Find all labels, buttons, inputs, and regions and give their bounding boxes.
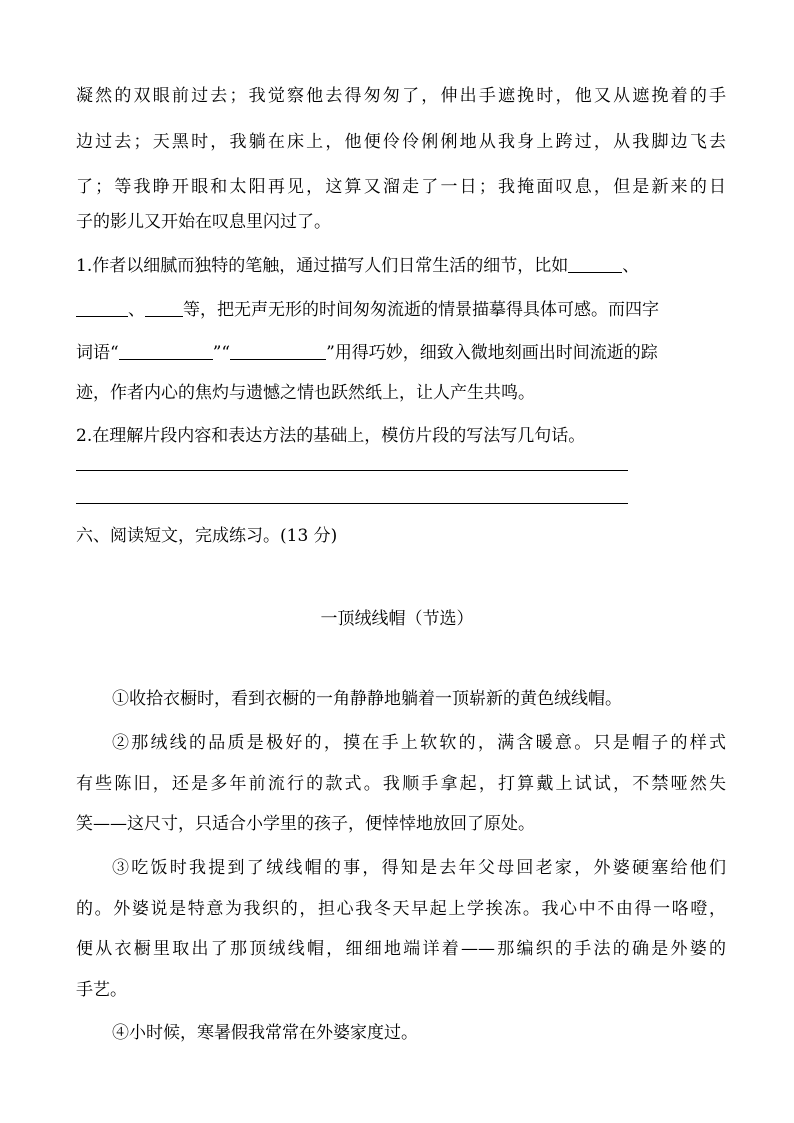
article-title: 一顶绒线帽（节选） (320, 609, 474, 629)
question-1-text: 用得巧妙，细致入微地刻画出时间流逝的踪 (334, 343, 658, 363)
paragraph-3-line: ③吃饭时我提到了绒线帽的事，得知是去年父母回老家，外婆硬塞给他们 (112, 858, 726, 878)
paragraph-2-line: ②那绒线的品质是极好的，摸在手上软软的，满含暖意。只是帽子的样式 (112, 733, 726, 753)
answer-blank[interactable] (568, 256, 622, 273)
paragraph-3-line: 便从衣橱里取出了那顶绒线帽，细细地端详着——那编织的手法的确是外婆的 (76, 939, 726, 959)
passage-line: 子的影儿又开始在叹息里闪过了。 (76, 212, 331, 232)
quote-mark: “ (221, 343, 231, 363)
question-1-line-3 (76, 341, 726, 365)
answer-writing-line[interactable] (76, 503, 628, 504)
question-1-line-1 (76, 254, 726, 278)
question-1-line-4: 迹，作者内心的焦灼与遗憾之情也跃然纸上，让人产生共鸣。 (76, 383, 535, 403)
answer-blank[interactable] (119, 343, 213, 360)
passage-line: 了；等我睁开眼和太阳再见，这算又溜走了一日；我掩面叹息，但是新来的日 (76, 177, 726, 197)
passage-line: 凝然的双眼前过去；我觉察他去得匆匆了，伸出手遮挽时，他又从遮挽着的手 (76, 86, 726, 106)
answer-blank[interactable] (145, 300, 183, 317)
paragraph-3-line: 手艺。 (76, 980, 127, 1000)
answer-blank[interactable] (230, 343, 326, 360)
question-1-text: 等，把无声无形的时间匆匆流逝的情景描摹得具体可感。而四字 (183, 300, 659, 320)
quote-mark: ” (212, 343, 222, 363)
question-1-text: 1.作者以细腻而独特的笔触，通过描写人们日常生活的细节，比如 (76, 256, 569, 276)
quote-mark: “ (110, 343, 119, 363)
paragraph-1: ①收拾衣橱时，看到衣橱的一角静静地躺着一顶崭新的黄色绒线帽。 (112, 689, 622, 709)
paragraph-3-line: 的。外婆说是特意为我织的，担心我冬天早起上学挨冻。我心中不由得一咯噔， (76, 899, 726, 919)
question-2-text: 2.在理解片段内容和表达方法的基础上，模仿片段的写法写几句话。 (76, 426, 586, 446)
question-1-text: 词语 (76, 343, 110, 363)
question-1-line-2 (76, 298, 726, 322)
passage-line: 边过去；天黑时，我躺在床上，他便伶伶俐俐地从我身上跨过，从我脚边飞去 (76, 132, 726, 152)
separator: 、 (128, 300, 145, 320)
answer-blank[interactable] (76, 300, 128, 317)
answer-writing-line[interactable] (76, 470, 628, 471)
paragraph-2-line: 笑——这尺寸，只适合小学里的孩子，便悻悻地放回了原处。 (76, 814, 535, 834)
paragraph-2-line: 有些陈旧，还是多年前流行的款式。我顺手拿起，打算戴上试试，不禁哑然失 (76, 774, 726, 794)
paragraph-4: ④小时候，寒暑假我常常在外婆家度过。 (112, 1023, 418, 1043)
quote-mark: ” (326, 343, 335, 363)
separator: 、 (622, 256, 640, 276)
section-heading: 六、阅读短文，完成练习。(13 分) (76, 526, 338, 546)
